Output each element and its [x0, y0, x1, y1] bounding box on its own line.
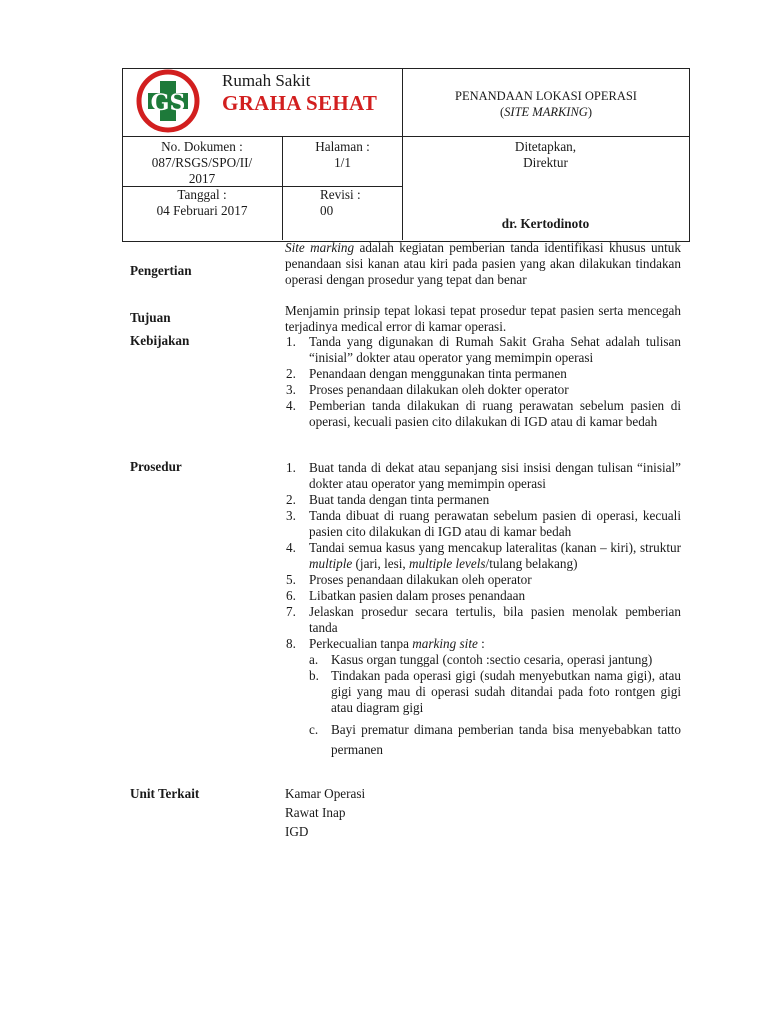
divider: [402, 68, 403, 136]
title-italic: SITE MARKING: [504, 105, 588, 119]
list-item: 3. Proses penandaan dilakukan oleh dokter operator: [286, 382, 569, 397]
page-value: 1/1: [334, 155, 351, 170]
list-item: 5. Proses penandaan dilakukan oleh operator: [286, 572, 532, 587]
section-label-kebijakan: Kebijakan: [130, 333, 190, 348]
document-title: [404, 88, 688, 120]
approved-label: Ditetapkan,: [514, 139, 577, 154]
title-line-1: PENANDAAN LOKASI OPERASI: [455, 89, 637, 103]
list-item: 1. Tanda yang digunakan di Rumah Sakit Graha Sehat adalah tulisan “inisial” dokter atau operator yang memimpin operasi: [286, 334, 681, 365]
title-line-2: (SITE MARKING): [499, 105, 593, 119]
approved-role: Direktur: [523, 155, 568, 170]
unit-list: [285, 786, 485, 843]
doc-number-value: 087/RSGS/SPO/II/: [151, 155, 253, 170]
section-label-tujuan: Tujuan: [130, 310, 171, 325]
tujuan-text: Menjamin prinsip tepat lokasi tepat prosedur tepat pasien serta mencegah terjadinya medical error di kamar operasi.: [285, 303, 681, 334]
pengertian-text: Site marking adalah kegiatan pemberian tanda identifikasi khusus untuk penandaan sisi kanan atau kiri pada pasien yang akan dilakukan tindakan operasi dengan prosedur yang tepat dan benar: [285, 240, 681, 287]
list-item: 2. Penandaan dengan menggunakan tinta permanen: [286, 366, 567, 381]
kebijakan-list: [285, 334, 681, 430]
list-item: 1. Buat tanda di dekat atau sepanjang sisi insisi dengan tulisan “inisial” dokter atau operator yang memimpin operasi: [286, 460, 681, 491]
list-item: 4. Pemberian tanda dilakukan di ruang perawatan sebelum pasien di operasi, kecuali pasien cito dilakukan di IGD atau di kamar bedah: [286, 398, 681, 429]
hospital-label: Rumah Sakit: [222, 71, 311, 90]
list-item: 2. Buat tanda dengan tinta permanen: [286, 492, 490, 507]
list-item: 3. Tanda dibuat di ruang perawatan sebelum pasien di operasi, kecuali pasien cito dilakukan di IGD atau di kamar bedah: [286, 508, 681, 539]
divider: [122, 136, 689, 137]
section-label-unit-terkait: Unit Terkait: [130, 786, 200, 801]
date-cell: [122, 187, 282, 219]
list-item: b. Tindakan pada operasi gigi (sudah menyebutkan nama gigi), atau gigi yang mau di operasi sudah ditandai pada foto rontgen gigi atau diagram gigi: [309, 668, 681, 715]
list-item: 4. Tandai semua kasus yang mencakup lateralitas (kanan – kiri), struktur multiple (jari, lesi, multiple levels/tulang belakang): [286, 540, 681, 571]
logo-letters: GS: [150, 90, 186, 116]
list-item: 7. Jelaskan prosedur secara tertulis, bila pasien menolak pemberian tanda: [286, 604, 681, 635]
revision-value: 00: [320, 203, 334, 218]
doc-number-label: No. Dokumen :: [161, 139, 243, 154]
section-label-prosedur: Prosedur: [130, 459, 182, 474]
list-item: IGD: [285, 824, 309, 839]
list-item: c. Bayi prematur dimana pemberian tanda bisa menyebabkan tatto permanen: [309, 722, 681, 757]
exception-list: [309, 652, 681, 760]
list-item: Rawat Inap: [285, 805, 346, 820]
date-label: Tanggal :: [177, 187, 227, 202]
list-item: a. Kasus organ tunggal (contoh :sectio cesaria, operasi jantung): [309, 652, 653, 667]
approval-cell: [403, 139, 688, 171]
prosedur-list: [285, 460, 681, 760]
list-item: 6. Libatkan pasien dalam proses penandaan: [286, 588, 526, 603]
page-cell: [283, 139, 402, 171]
section-label-pengertian: Pengertian: [130, 263, 192, 278]
revision-cell: [283, 187, 402, 219]
date-value: 04 Februari 2017: [156, 203, 248, 218]
list-item: 8. Perkecualian tanpa marking site : a. Kasus organ tunggal (contoh :sectio cesaria, operasi jantung) b. Tindakan pada operasi gigi (sudah menyebutkan nama gigi), atau gigi yang mau di operasi sudah ditandai pada foto rontgen gigi atau diagram gigi c. Bayi prematur dimana pemberian tanda bisa menyebabkan tatto permanen: [285, 636, 681, 760]
hospital-logo: [136, 69, 200, 133]
list-item: Kamar Operasi: [285, 786, 366, 801]
page-label: Halaman :: [315, 139, 370, 154]
hospital-name: GRAHA SEHAT: [222, 91, 378, 115]
doc-number-cell: [122, 139, 282, 187]
doc-number-year: 2017: [188, 171, 216, 186]
revision-label: Revisi :: [320, 187, 361, 202]
approved-name: dr. Kertodinoto: [501, 216, 590, 231]
